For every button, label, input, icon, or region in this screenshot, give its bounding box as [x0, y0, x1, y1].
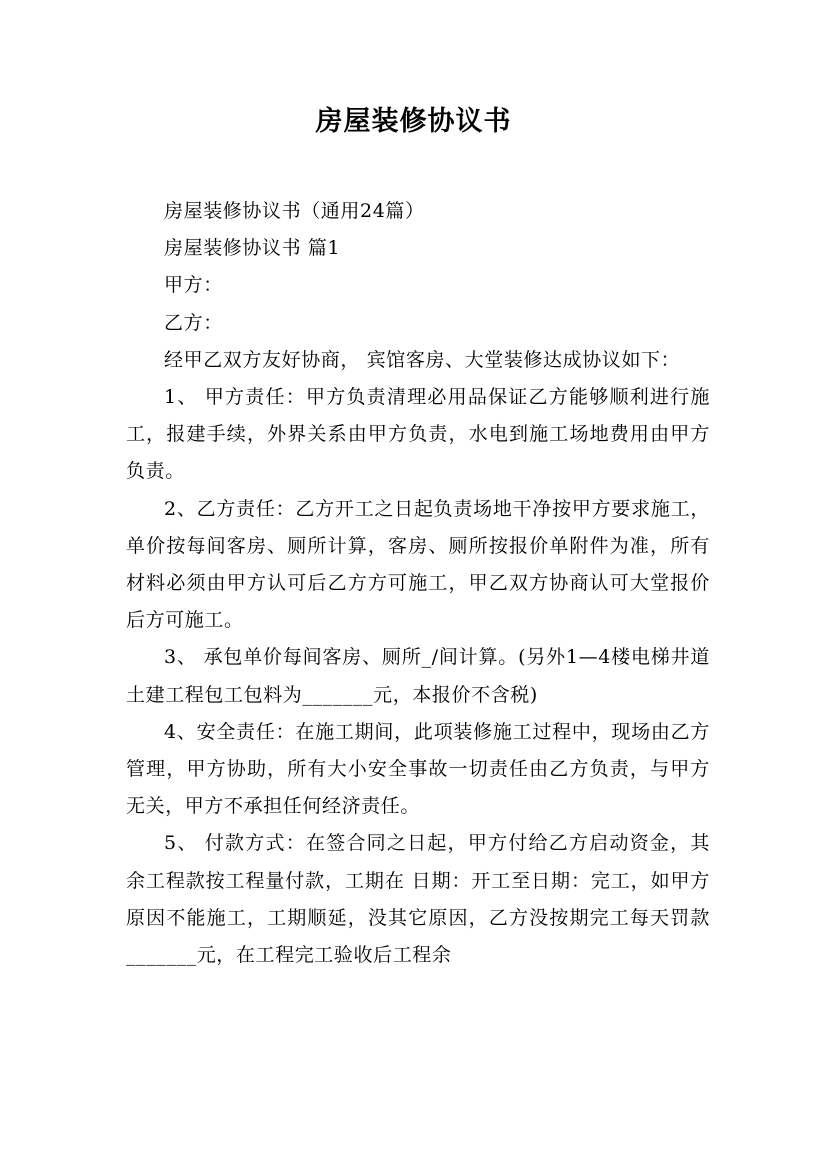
- paragraph-party-b: 乙方：: [164, 311, 223, 334]
- paragraph-clause-5: 5、 付款方式：在签合同之日起，甲方付给乙方启动资金，其余工程款按工程量付款，工期在 日期：开工至日期：完工，如甲方原因不能施工，工期顺延，没其它原因，乙方没按期完工每天罚款_______元，在工程完工验收后工程余: [126, 832, 710, 967]
- paragraph-clause-3: 3、 承包单价每间客房、厕所_/间计算。(另外1—4楼电梯井道土建工程包工包料为_______元，本报价不含税): [126, 646, 710, 706]
- paragraph-party-a: 甲方：: [164, 274, 223, 297]
- paragraph-clause-1: 1、 甲方责任：甲方负责清理必用品保证乙方能够顺利进行施工，报建手续，外界关系由甲方负责，水电到施工场地费用由甲方负责。: [126, 386, 710, 483]
- document-body: [126, 193, 710, 974]
- document-title: 房屋装修协议书: [315, 106, 512, 137]
- paragraph-subtitle: 房屋装修协议书（通用24篇）: [164, 200, 425, 222]
- paragraph-clause-4: 4、安全责任：在施工期间，此项装修施工过程中，现场由乙方管理，甲方协助，所有大小安全事故一切责任由乙方负责，与甲方无关，甲方不承担任何经济责任。: [126, 720, 710, 818]
- paragraph-clause-2: 2、乙方责任：乙方开工之日起负责场地干净按甲方要求施工，单价按每间客房、厕所计算，客房、厕所按报价单附件为准，所有材料必须由甲方认可后乙方方可施工，甲乙双方协商认可大堂报价后方可施工。: [126, 497, 710, 632]
- paragraph-section-heading: 房屋装修协议书 篇1: [164, 237, 341, 260]
- paragraph-intro: 经甲乙双方友好协商， 宾馆客房、大堂装修达成协议如下：: [164, 348, 681, 371]
